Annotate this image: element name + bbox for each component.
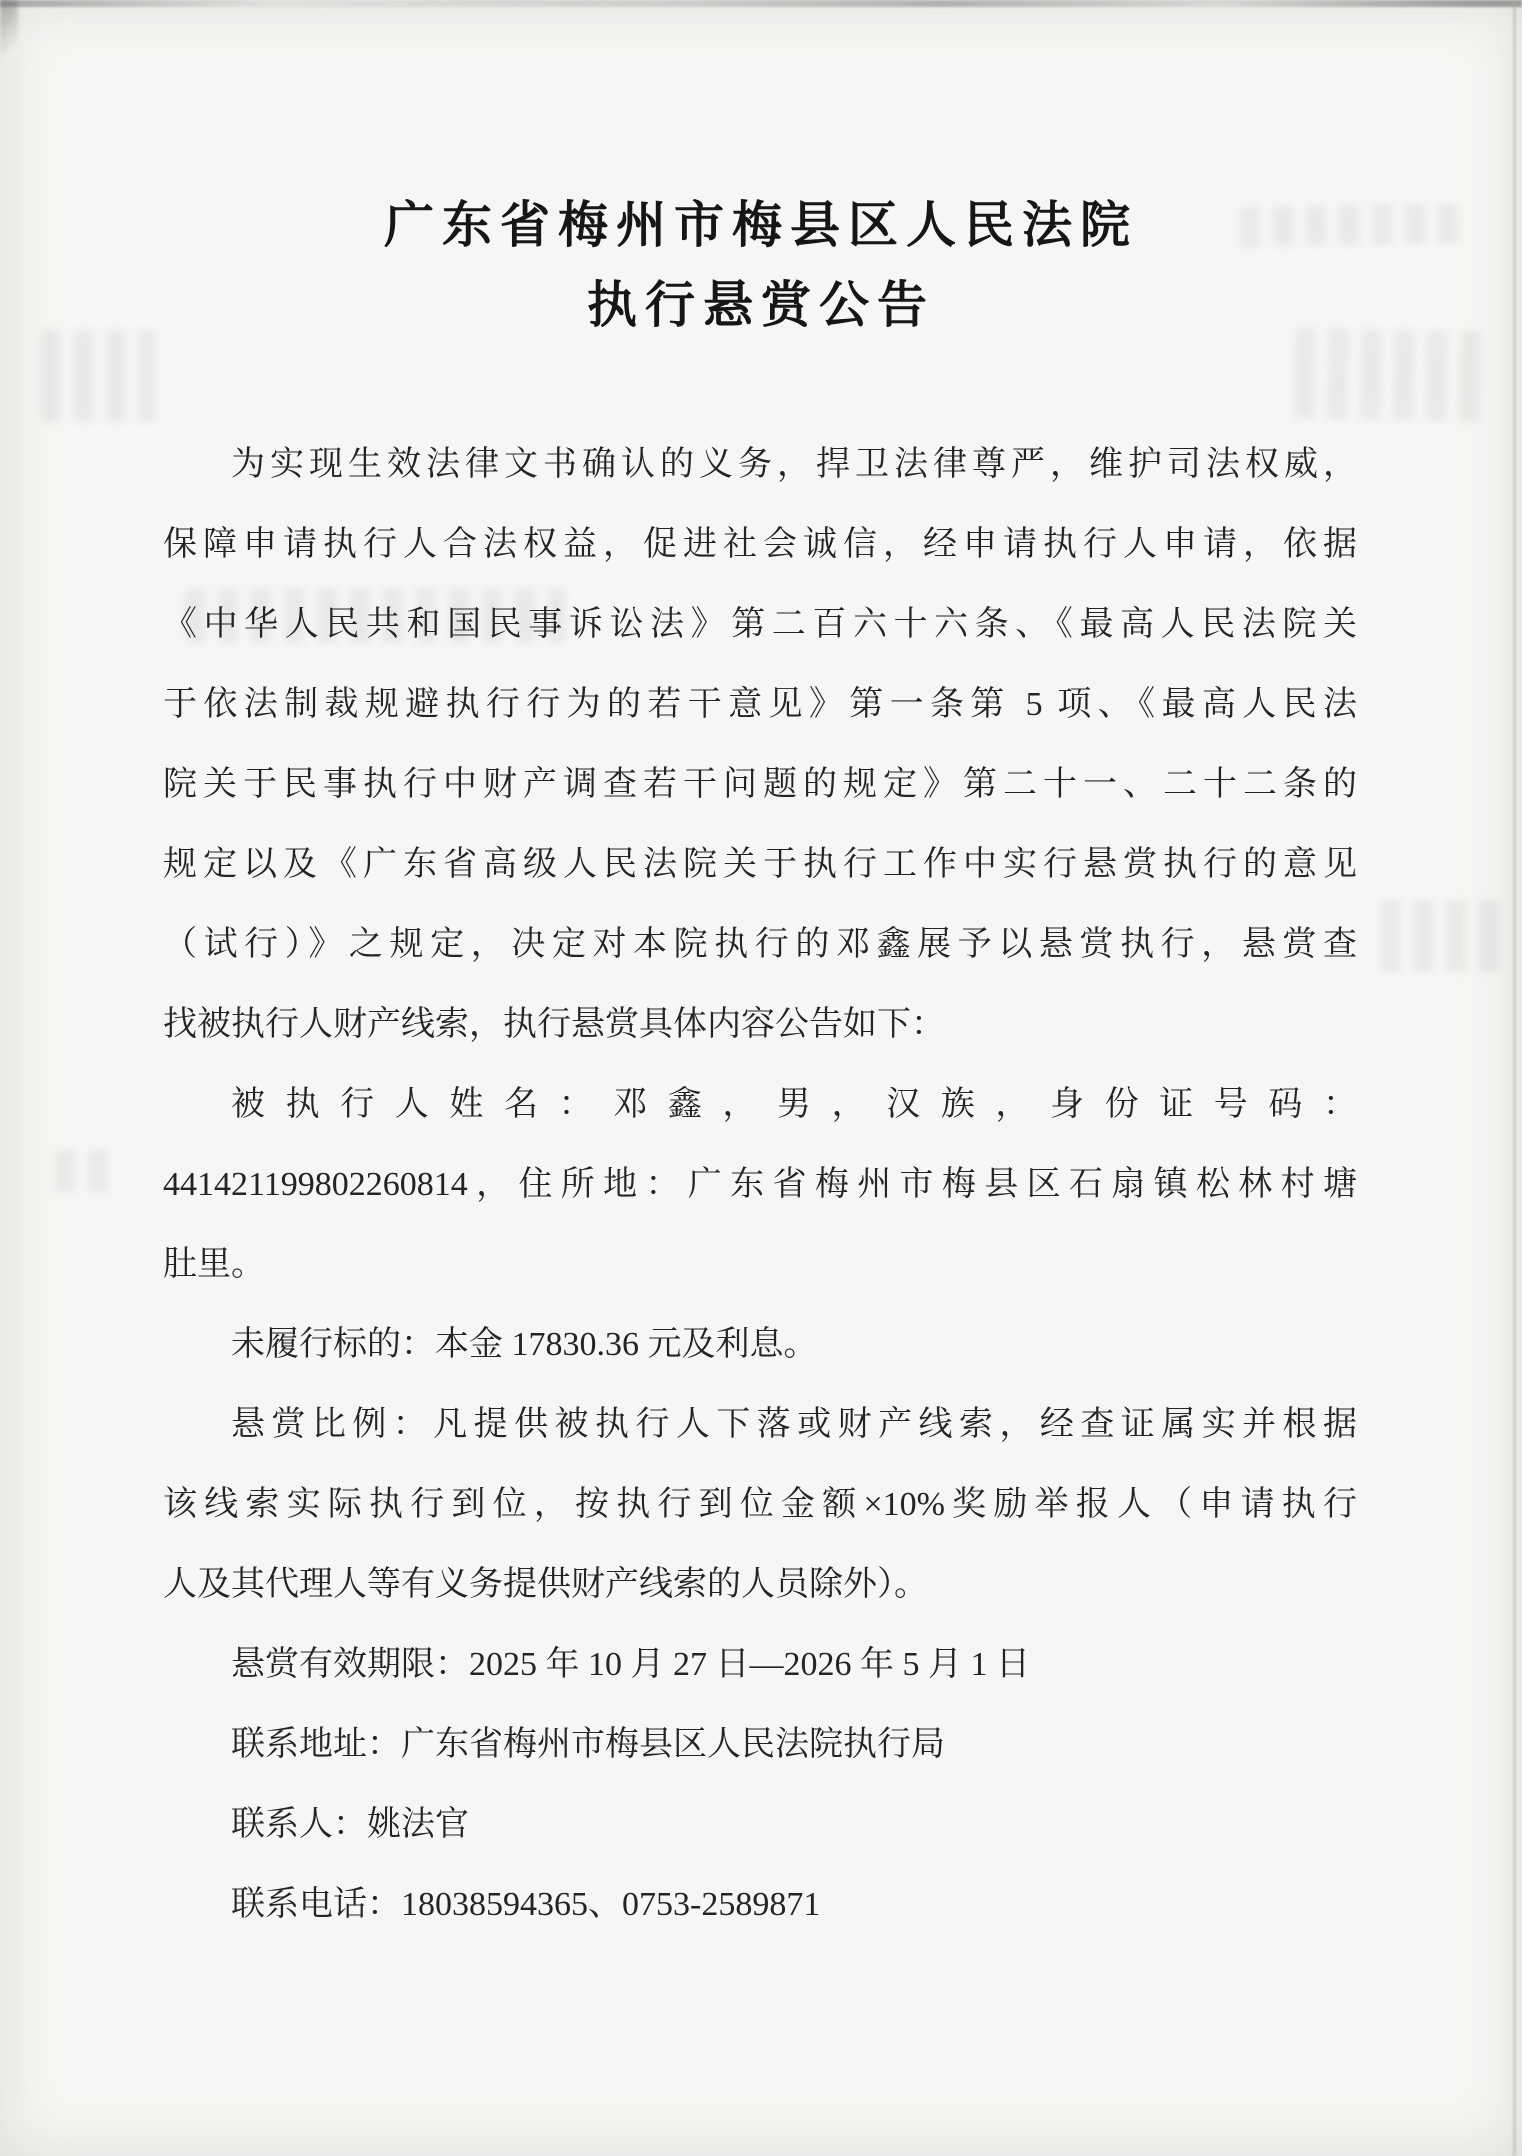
body-line: 该线索实际执行到位，按执行到位金额×10%奖励举报人（申请执行 [163, 1486, 1357, 1523]
title-notice-type: 执行悬赏公告 [587, 277, 935, 333]
body-line-valid-period: 悬赏有效期限：2025 年 10 月 27 日—2026 年 5 月 1 日 [231, 1646, 1030, 1683]
body-line: 为实现生效法律文书确认的义务，捍卫法律尊严，维护司法权威， [231, 446, 1357, 483]
body-line-reward-ratio: 悬赏比例：凡提供被执行人下落或财产线索，经查证属实并根据 [231, 1406, 1357, 1443]
body-line: 院关于民事执行中财产调查若干问题的规定》第二十一、二十二条的 [163, 766, 1357, 803]
body-line: 规定以及《广东省高级人民法院关于执行工作中实行悬赏执行的意见 [163, 846, 1357, 883]
body-line: 人及其代理人等有义务提供财产线索的人员除外）。 [163, 1566, 928, 1603]
body-line-contact-phone: 联系电话：18038594365、0753-2589871 [231, 1886, 821, 1923]
body-line: 《中华人民共和国民事诉讼法》第二百六十六条、《最高人民法院关 [163, 606, 1357, 643]
notice-body [163, 425, 1357, 1945]
body-line: （试行）》之规定，决定对本院执行的邓鑫展予以悬赏执行，悬赏查 [163, 926, 1357, 963]
body-line: 于依法制裁规避执行行为的若干意见》第一条第 5 项、《最高人民法 [163, 686, 1357, 723]
bleedthrough-smudge [55, 1150, 117, 1192]
body-line: 找被执行人财产线索，执行悬赏具体内容公告如下： [163, 1006, 945, 1043]
scan-corner-artifact [0, 0, 18, 70]
body-line-contact-person: 联系人：姚法官 [231, 1806, 469, 1843]
document-title [0, 185, 1522, 345]
body-line: 肚里。 [163, 1246, 265, 1283]
body-line-outstanding-amount: 未履行标的：本金 17830.36 元及利息。 [231, 1326, 818, 1363]
body-line-subject-id-address: 441421199802260814，住所地：广东省梅州市梅县区石扇镇松林村塘 [163, 1166, 1357, 1203]
title-court-name: 广东省梅州市梅县区人民法院 [384, 197, 1138, 253]
bleedthrough-smudge [1380, 900, 1500, 972]
scan-edge-artifact [0, 0, 1522, 7]
body-line-contact-address: 联系地址：广东省梅州市梅县区人民法院执行局 [231, 1726, 945, 1763]
body-line: 保障申请执行人合法权益，促进社会诚信，经申请执行人申请，依据 [163, 526, 1357, 563]
body-line-subject-name: 被执行人姓名：邓鑫，男，汉族，身份证号码： [231, 1086, 1357, 1123]
